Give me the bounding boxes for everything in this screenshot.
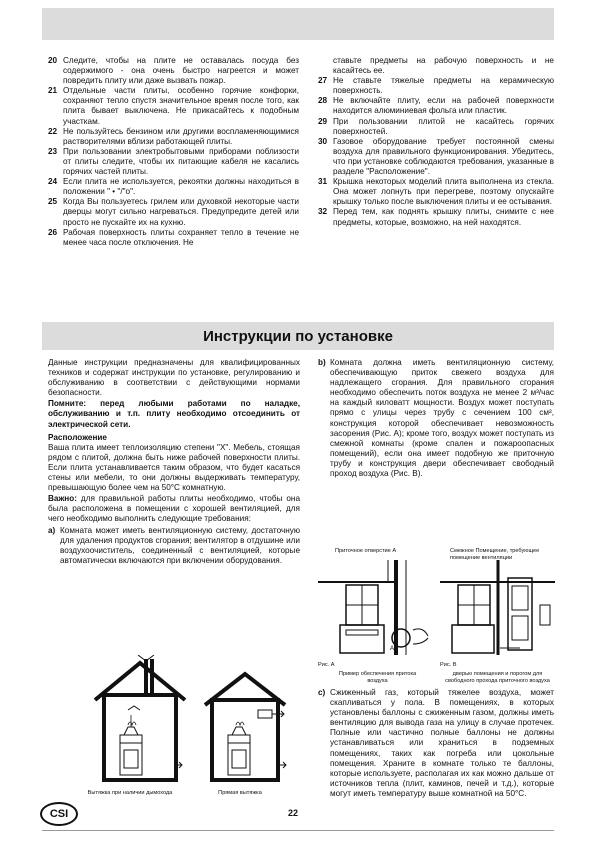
fig-a-marker: A bbox=[390, 646, 395, 652]
safety-item-number: 31 bbox=[318, 177, 328, 187]
safety-item-20 bbox=[48, 56, 299, 86]
caption-fig-b: дверью помещения и порогом для свободного прохода приточного воздуха bbox=[445, 671, 550, 684]
ventilation-figure-b bbox=[440, 560, 555, 660]
caption-chimney: Вытяжка при наличии дымохода bbox=[87, 790, 173, 796]
install-warning: Помните: перед любыми работами по наладке, обслуживанию и т.п. плиту необходимо отсоединить от электрической сети. bbox=[48, 399, 300, 429]
safety-item-number: 20 bbox=[48, 56, 58, 65]
install-intro: Данные инструкции предназначены для квалифицированных техников и содержат инструкции по установке, регулированию и обслуживанию в соответствии с действующими нормами безопасности. bbox=[48, 358, 300, 398]
footer-divider bbox=[42, 830, 554, 831]
important-paragraph bbox=[48, 494, 300, 524]
safety-item-number: 30 bbox=[318, 136, 328, 146]
safety-list-left bbox=[48, 56, 299, 248]
safety-item-21 bbox=[48, 86, 299, 126]
safety-item-26 bbox=[48, 228, 299, 248]
safety-item-text: Крышка некоторых моделий плита выполнена из стекла. Она может лопнуть при перегреве, поэтому опускайте крышку только после выключения плиты и ее остывания. bbox=[333, 177, 554, 207]
item-b bbox=[318, 358, 554, 479]
safety-item-text: Когда Вы пользуетесь грилем или духовкой некоторые части дверцы могут сильно нагреваться. Предупредите детей или просто не пускайте их на кухню. bbox=[63, 197, 299, 227]
item-a bbox=[48, 526, 300, 566]
item-a-label: a) bbox=[48, 525, 56, 535]
safety-item-text: Отдельные части плиты, особенно горячие конфорки, сохраняют тепло спустя значительное время после того, как плита бывает выключена. Не прикасайтесь к подобным участкам. bbox=[63, 86, 299, 126]
label-supply-hole: Приточное отверстие A bbox=[335, 548, 397, 554]
safety-item-text: Рабочая поверхность плиты сохраняет тепло в течение не менее часа после отключения. Не bbox=[63, 227, 299, 247]
ventilation-figure-a bbox=[318, 560, 438, 660]
safety-list-right bbox=[318, 56, 554, 228]
fig-a-label: Рис. A bbox=[318, 662, 335, 668]
safety-item-23 bbox=[48, 147, 299, 177]
safety-item-text: Не пользуйтесь бензином или другими воспламеняющимися растворителями вблизи работающей плиты. bbox=[63, 126, 299, 146]
safety-item-text: При пользовании электробытовыми приборами поблизости от плиты следите, чтобы их питающие кабеля не касались горячих частей плиты. bbox=[63, 146, 299, 177]
item-c bbox=[318, 688, 554, 799]
header-bar bbox=[42, 8, 554, 40]
safety-item-number: 26 bbox=[48, 227, 58, 237]
safety-item-number: 28 bbox=[318, 96, 328, 106]
safety-item-text: Газовое оборудование требует постоянной смены воздуха для правильного функционирования. Убедитесь, что при установке соблюдаются требования, указанные в разделе "Расположение". bbox=[333, 136, 554, 177]
safety-item-32 bbox=[318, 207, 554, 227]
item-b-label: b) bbox=[318, 358, 326, 367]
item-b-text: Комната должна иметь вентиляционную систему, обеспечивающую приток свежего воздуха для надлежащего сгорания. Для правильного сгорания необходимо обеспечить поток воздуха не менее 2 м³/час на каждый киловатт мощности. Воздух может поступать прямо с улицы через трубу с сечением 100 см², конструкция которой обеспечивает невозможность засорения (Рис. A); кроме того, воздух может поступать из смежной комнаты (кроме спален и пожароопасных помещений), если она имеет подобную же приточную трубу и конструкция двери обеспечивает свободный проход воздуха (Рис. B). bbox=[330, 358, 554, 479]
install-right-column bbox=[318, 358, 554, 479]
section-title: Инструкции по установке bbox=[42, 322, 554, 350]
important-text: для правильной работы плиты необходимо, чтобы она была расположена в помещении с хорошей вентиляцией, для чего необходимо выполнить следующие требования: bbox=[48, 494, 300, 524]
safety-item-22 bbox=[48, 127, 299, 147]
safety-item-number: 27 bbox=[318, 76, 328, 86]
house-chimney-illustration bbox=[90, 655, 190, 785]
safety-item-text: Следите, чтобы на плите не оставалась посуда без содержимого - она очень быстро нагреется и может повредить плиту или даже вызвать пожар. bbox=[63, 56, 299, 86]
safety-item-number: 29 bbox=[318, 116, 328, 126]
fig-b-label: Рис. B bbox=[440, 662, 457, 668]
safety-item-number: 22 bbox=[48, 126, 58, 136]
important-label: Важно: bbox=[48, 494, 77, 504]
safety-item-number: 23 bbox=[48, 146, 58, 156]
safety-item-text: Перед тем, как поднять крышку плиты, снимите с нее предметы, которые, возможно, на ней находятся. bbox=[333, 207, 554, 227]
csi-logo: CSI bbox=[40, 802, 78, 826]
safety-item-27 bbox=[318, 76, 554, 96]
caption-direct: Прямая вытяжка bbox=[218, 790, 262, 796]
safety-item-26-continued: ставьте предметы на рабочую поверхность и не касайтесь ее. bbox=[333, 56, 554, 76]
location-text: Ваша плита имеет теплоизоляцию степени "X". Мебель, стоящая рядом с плитой, должна быть ниже рабочей поверхности плиты. Если плита устанавливается таким образом, что будет касаться стены или мебели, то они должны выдерживать температуру, превышающую более чем на 50°C комнатную. bbox=[48, 442, 300, 493]
safety-item-24 bbox=[48, 177, 299, 197]
safety-item-25 bbox=[48, 197, 299, 227]
install-left-column bbox=[48, 358, 300, 566]
safety-item-number: 32 bbox=[318, 207, 328, 217]
safety-item-29 bbox=[318, 117, 554, 137]
item-c-text: Сжиженный газ, который тяжелее воздуха, может скапливаться у пола. В помещениях, в которых установлены баллоны с сжиженным газом, должны иметь вентиляцию для вывода газа на улицу в случае протечек. Полные или частично полные баллоны не должны устанавливаться или храниться в подземных помещениях, таких как погреба или цокольные помещения. Храните в комнате только те баллоны, которые используете, располагая их как можно дальше от источников тепла (плит, каминов, печей и т.д.), которые могут иметь температуру выше комнатной на 50°C. bbox=[330, 688, 554, 798]
caption-fig-a: Пример обеспечения притока воздуха bbox=[338, 671, 417, 684]
item-c-label: c) bbox=[318, 688, 326, 697]
install-right-column-c bbox=[318, 688, 554, 799]
safety-item-30 bbox=[318, 137, 554, 177]
safety-item-text: Не ставьте тяжелые предметы на керамическую поверхность. bbox=[333, 76, 554, 96]
safety-item-text: Если плита не используется, рекоятки должны находиться в положении " • "/"o". bbox=[63, 177, 299, 197]
location-heading: Расположение bbox=[48, 432, 107, 442]
page-number: 22 bbox=[288, 808, 299, 818]
safety-item-number: 24 bbox=[48, 177, 58, 187]
safety-item-number: 21 bbox=[48, 86, 58, 96]
safety-item-31 bbox=[318, 177, 554, 207]
safety-item-text: При пользовании плитой не касайтесь горячих поверхностей. bbox=[333, 116, 554, 136]
label-adjacent-room: Смежное Помещение, требующее помещение вентиляции bbox=[450, 548, 540, 561]
safety-item-28 bbox=[318, 96, 554, 116]
safety-item-number: 25 bbox=[48, 197, 58, 207]
item-a-text: Комната может иметь вентиляционную систему, достаточную для удаления продуктов сгорания; вентилятор в отдушине или воздухоочиститель, соединенный с вентиляцией, которые автоматически включаются при включении оборудования. bbox=[60, 525, 300, 565]
safety-item-text: Не включайте плиту, если на рабочей поверхности находится алюминиевая фольга или пластик. bbox=[333, 96, 554, 116]
house-direct-illustration bbox=[200, 670, 290, 785]
